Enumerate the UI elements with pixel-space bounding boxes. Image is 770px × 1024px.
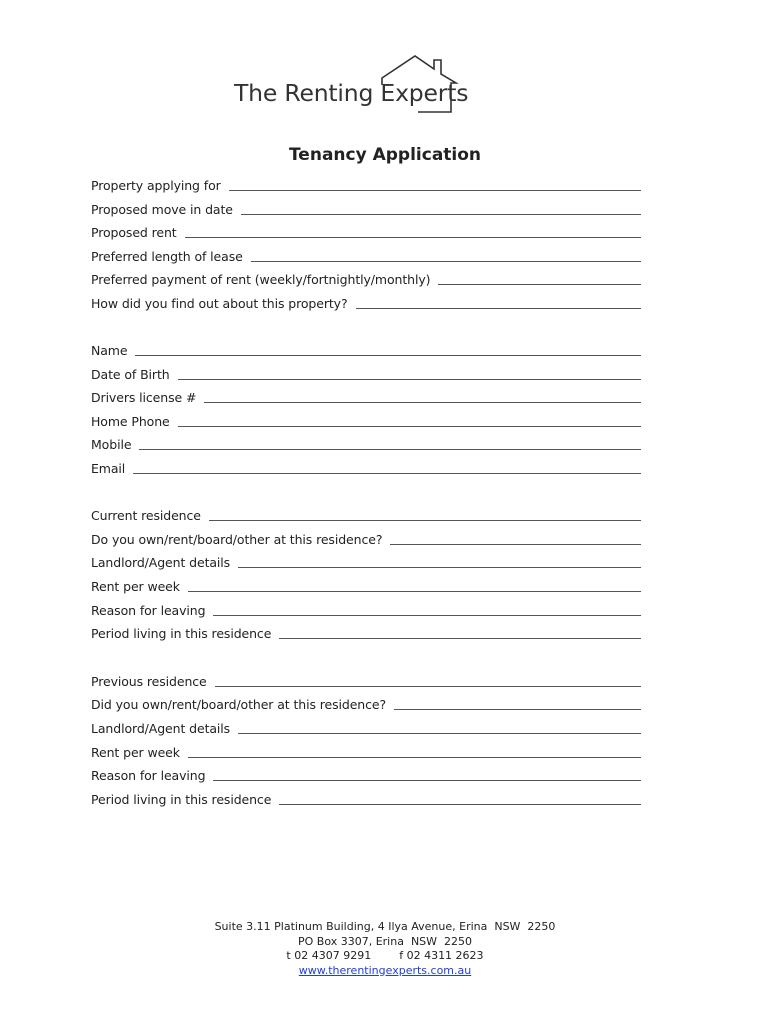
form-row-home-phone xyxy=(91,410,641,430)
current-residence-field[interactable] xyxy=(209,520,641,521)
field-label: Current residence xyxy=(91,508,201,523)
field-label: Landlord/Agent details xyxy=(91,721,231,736)
footer-po-box: PO Box 3307, Erina NSW 2250 xyxy=(297,934,473,948)
form-row-previous-period xyxy=(91,788,641,808)
footer-contact xyxy=(0,920,770,978)
form-row-lease-length xyxy=(91,245,641,265)
current-reason-leaving-field[interactable] xyxy=(213,615,641,616)
field-label: Reason for leaving xyxy=(91,603,206,618)
field-label: Preferred length of lease xyxy=(91,249,243,264)
field-label: Reason for leaving xyxy=(91,768,206,783)
company-logo xyxy=(230,52,469,116)
field-label: Property applying for xyxy=(91,178,221,193)
field-label: Drivers license # xyxy=(91,390,197,405)
previous-reason-leaving-field[interactable] xyxy=(213,780,641,781)
field-label: Name xyxy=(91,343,128,358)
field-label: Landlord/Agent details xyxy=(91,555,231,570)
form-row-name xyxy=(91,339,641,359)
field-label: Date of Birth xyxy=(91,367,170,382)
property-applying-for-field[interactable] xyxy=(229,190,641,191)
referral-source-field[interactable] xyxy=(356,308,641,309)
previous-rent-field[interactable] xyxy=(188,757,641,758)
field-label: Previous residence xyxy=(91,674,207,689)
field-label: Email xyxy=(91,461,126,476)
form-row-current-landlord xyxy=(91,551,641,571)
move-in-date-field[interactable] xyxy=(241,214,641,215)
footer-website-link[interactable]: www.therentingexperts.com.au xyxy=(298,963,472,977)
field-label: Home Phone xyxy=(91,414,170,429)
form-row-previous-reason-leaving xyxy=(91,764,641,784)
previous-period-field[interactable] xyxy=(279,804,641,805)
previous-tenure-field[interactable] xyxy=(394,709,641,710)
previous-landlord-field[interactable] xyxy=(238,733,641,734)
form-row-proposed-rent xyxy=(91,221,641,241)
previous-residence-field[interactable] xyxy=(215,686,641,687)
form-row-payment-frequency xyxy=(91,268,641,288)
field-label: How did you find out about this property? xyxy=(91,296,348,311)
form-row-move-in-date xyxy=(91,198,641,218)
footer-fax: f 02 4311 2623 xyxy=(399,949,484,962)
form-row-property xyxy=(91,174,641,194)
field-label: Period living in this residence xyxy=(91,792,272,807)
home-phone-field[interactable] xyxy=(178,426,641,427)
form-row-date-of-birth xyxy=(91,363,641,383)
current-period-field[interactable] xyxy=(279,638,641,639)
current-landlord-field[interactable] xyxy=(238,567,641,568)
footer-address: Suite 3.11 Platinum Building, 4 Ilya Avenue, Erina NSW 2250 xyxy=(214,920,556,933)
field-label: Preferred payment of rent (weekly/fortnightly/monthly) xyxy=(91,272,431,287)
form-row-current-residence xyxy=(91,504,641,524)
form-row-current-reason-leaving xyxy=(91,599,641,619)
form-row-previous-landlord xyxy=(91,717,641,737)
form-row-current-period xyxy=(91,622,641,642)
logo-text: The Renting Experts xyxy=(234,79,469,107)
form-row-previous-residence xyxy=(91,670,641,690)
field-label: Rent per week xyxy=(91,579,180,594)
lease-length-field[interactable] xyxy=(251,261,641,262)
drivers-license-field[interactable] xyxy=(204,402,641,403)
proposed-rent-field[interactable] xyxy=(185,237,641,238)
form-row-previous-rent xyxy=(91,741,641,761)
field-label: Do you own/rent/board/other at this residence? xyxy=(91,532,383,547)
page-title: Tenancy Application xyxy=(288,145,482,165)
form-row-drivers-license xyxy=(91,386,641,406)
email-field[interactable] xyxy=(133,473,641,474)
field-label: Period living in this residence xyxy=(91,626,272,641)
field-label: Proposed rent xyxy=(91,225,177,240)
form-row-current-rent xyxy=(91,575,641,595)
footer-phone-fax xyxy=(0,949,770,964)
field-label: Mobile xyxy=(91,437,132,452)
date-of-birth-field[interactable] xyxy=(178,379,641,380)
field-label: Did you own/rent/board/other at this residence? xyxy=(91,697,387,712)
form-row-previous-tenure xyxy=(91,693,641,713)
payment-frequency-field[interactable] xyxy=(438,284,641,285)
field-label: Proposed move in date xyxy=(91,202,233,217)
form-row-current-tenure xyxy=(91,528,641,548)
mobile-field[interactable] xyxy=(139,449,641,450)
form-row-mobile xyxy=(91,433,641,453)
footer-phone: t 02 4307 9291 xyxy=(286,949,372,962)
current-tenure-field[interactable] xyxy=(390,544,641,545)
form-row-referral-source xyxy=(91,292,641,312)
name-field[interactable] xyxy=(135,355,641,356)
form-row-email xyxy=(91,457,641,477)
current-rent-field[interactable] xyxy=(188,591,641,592)
field-label: Rent per week xyxy=(91,745,180,760)
